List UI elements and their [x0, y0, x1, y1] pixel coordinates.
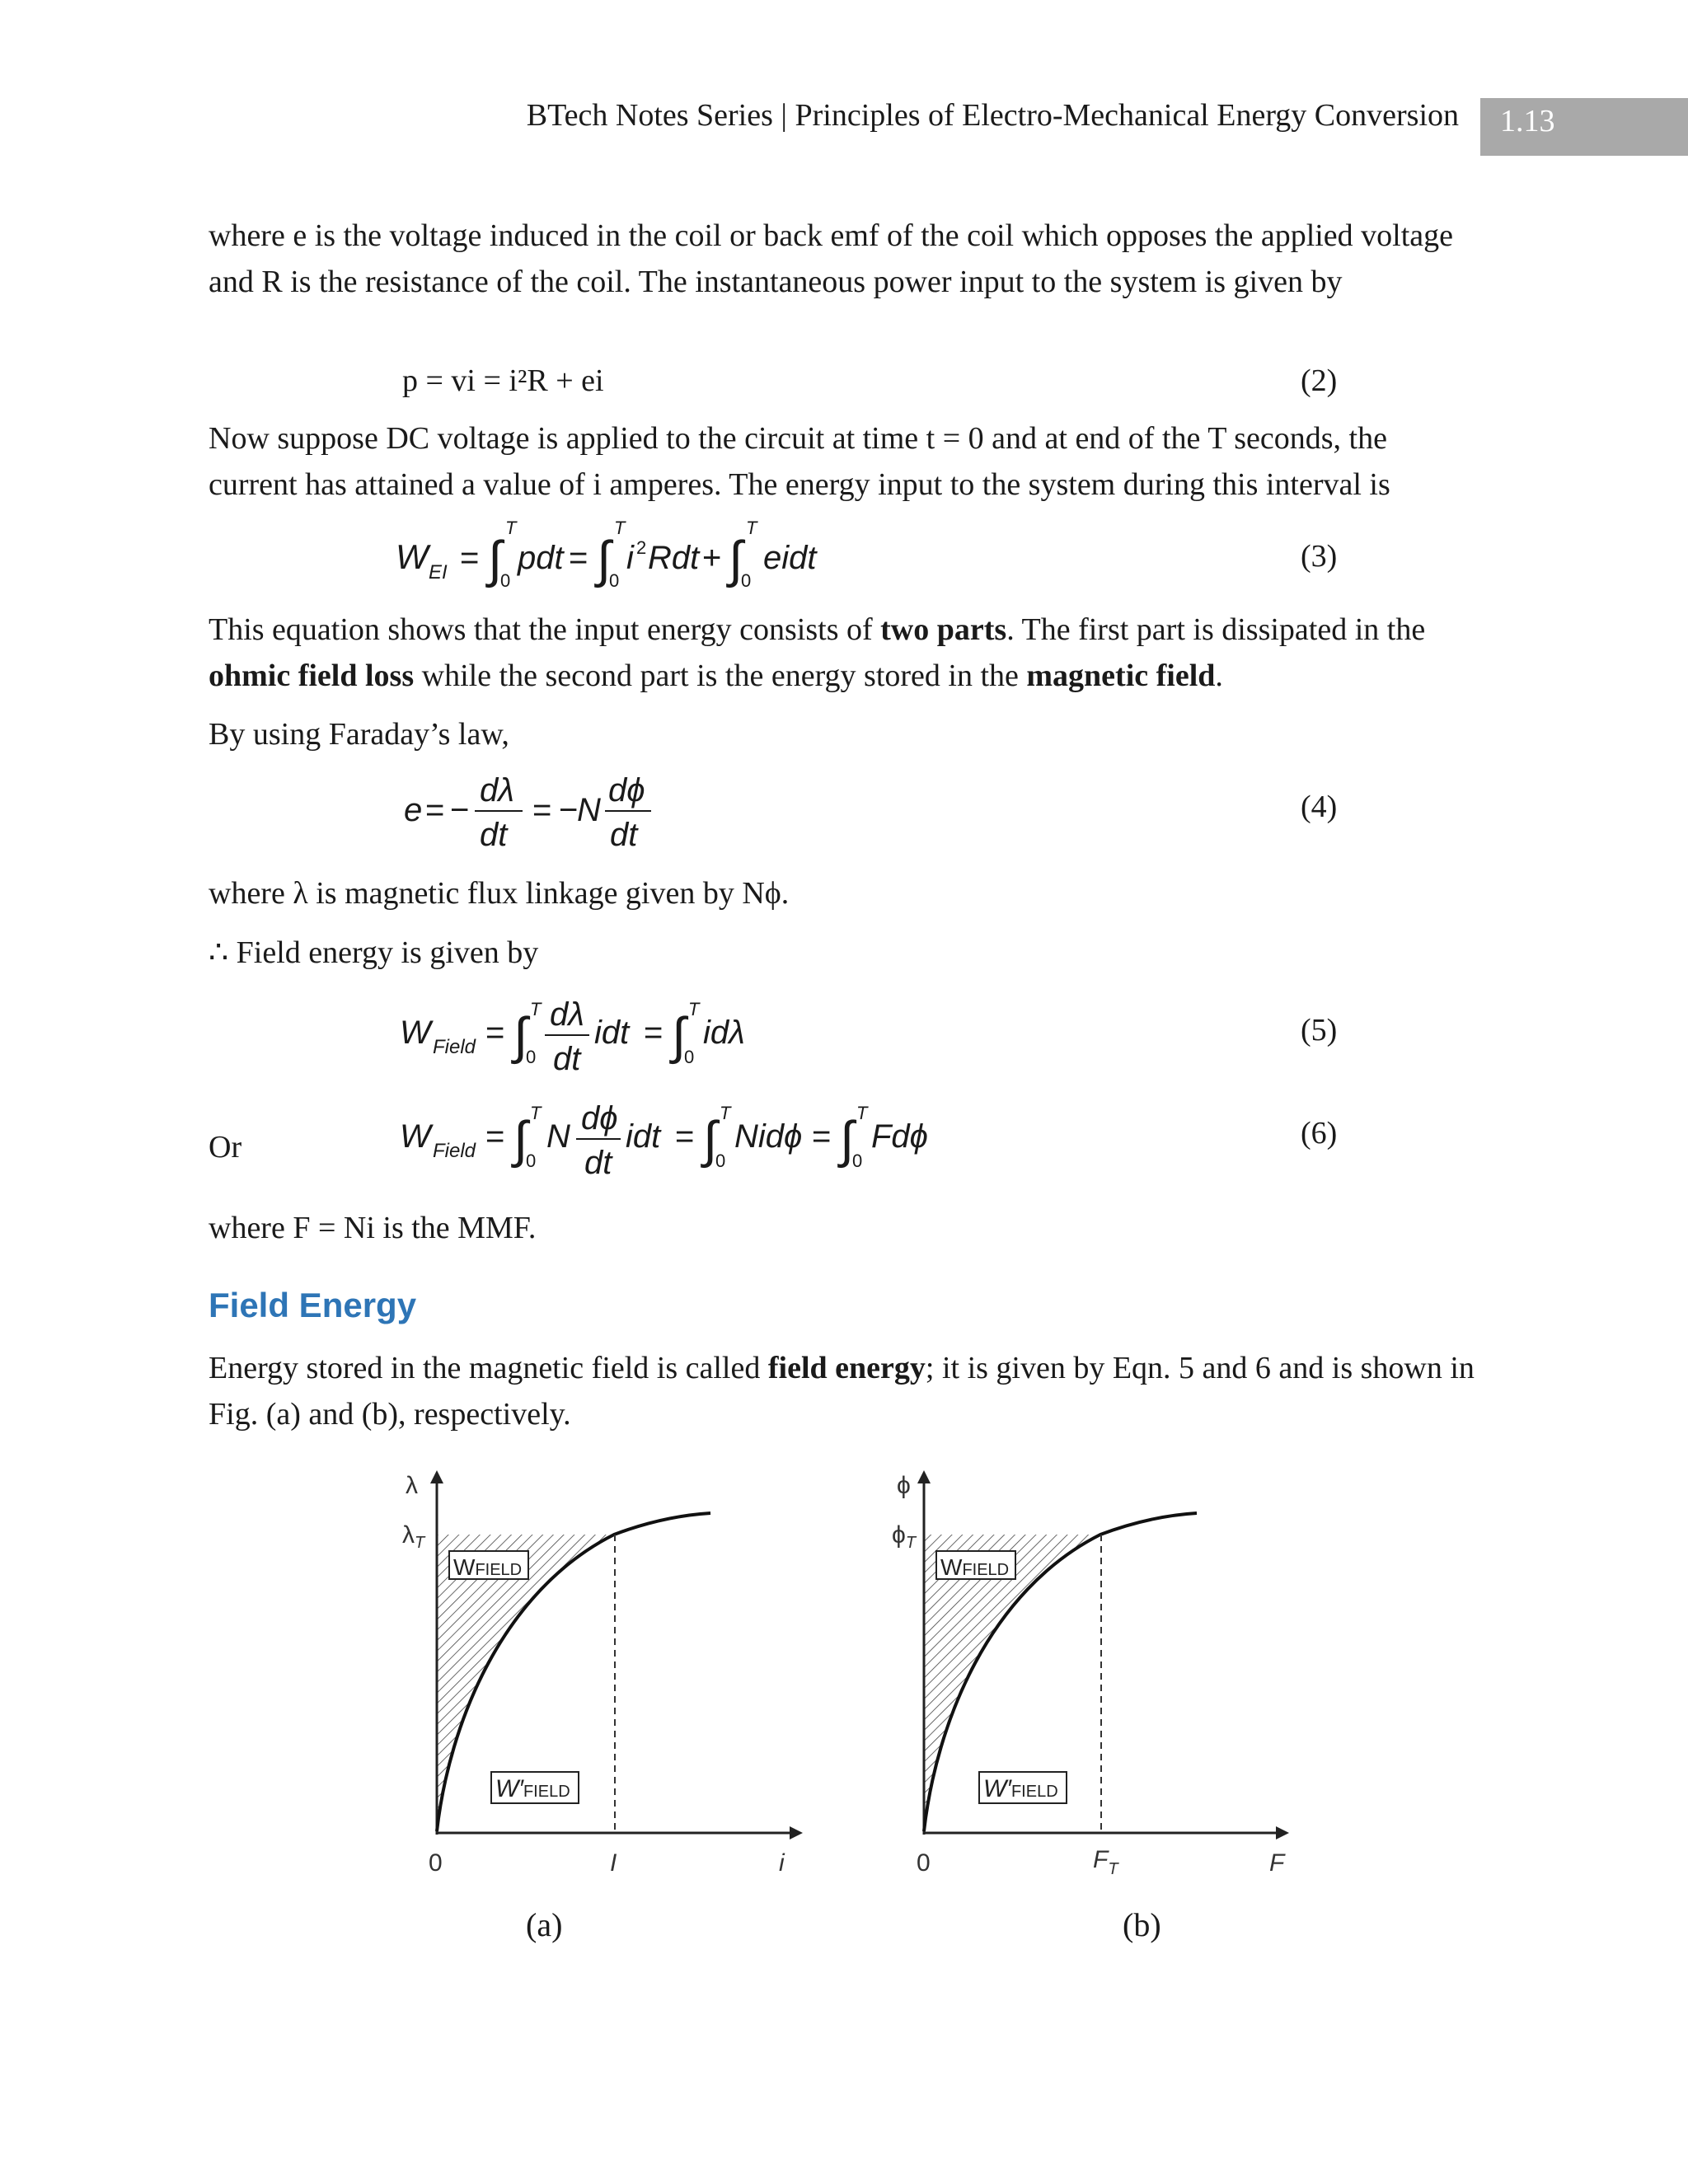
- text-run: ; it is given by Eqn. 5 and 6 and is shown in Fig. (a) and (b), respectively.: [209, 1351, 1475, 1432]
- paragraph-dc-voltage: Now suppose DC voltage is applied to the circuit at time t = 0 and at end of the T seconds, the current has attained a value of i amperes. The energy input to the system during this interval is: [209, 421, 1390, 502]
- svg-text:=: =: [485, 1015, 505, 1051]
- w-field-label-a: WFIELD: [453, 1554, 523, 1580]
- svg-text:∫: ∫: [513, 1112, 528, 1169]
- y-mark-label-b: $\phi_T$: [892, 1521, 917, 1552]
- svg-text:i: i: [626, 540, 634, 576]
- svg-text:N: N: [546, 1118, 570, 1155]
- text-run: . The first part is dissipated in the: [1006, 612, 1426, 647]
- equation-5-number: (5): [1301, 1013, 1338, 1047]
- svg-text:Nidϕ: Nidϕ: [734, 1118, 803, 1155]
- x-mark-label-a: I: [610, 1849, 617, 1877]
- w-coenergy-label-a: W′FIELD: [495, 1775, 570, 1802]
- bold-field-energy: field energy: [767, 1351, 926, 1385]
- y-arrow-b: [917, 1470, 931, 1483]
- svg-text:0: 0: [715, 1151, 726, 1171]
- svg-text:0: 0: [684, 1047, 695, 1067]
- svg-text:∫: ∫: [488, 532, 502, 588]
- svg-text:N: N: [577, 792, 601, 828]
- equation-4-number: (4): [1301, 790, 1338, 824]
- svg-text:dϕ: dϕ: [608, 772, 645, 808]
- svg-text:T: T: [530, 1103, 542, 1123]
- svg-text:0: 0: [500, 570, 511, 591]
- text-run: This equation shows that the input energy consists of: [209, 612, 881, 647]
- origin-label-b: 0: [917, 1849, 931, 1877]
- svg-text:=: =: [675, 1118, 695, 1155]
- svg-text:EI: EI: [429, 561, 448, 583]
- figure-a: [402, 1470, 803, 1877]
- svg-text:0: 0: [741, 570, 752, 591]
- svg-text:T: T: [746, 519, 757, 538]
- svg-text:eidt: eidt: [763, 540, 817, 576]
- running-header: BTech Notes Series | Principles of Electro-Mechanical Energy Conversion: [526, 98, 1459, 133]
- svg-text:Rdt: Rdt: [648, 540, 700, 576]
- svg-text:dλ: dλ: [480, 772, 514, 808]
- or-label: Or: [209, 1130, 242, 1165]
- x-arrow-a: [790, 1826, 803, 1840]
- text-run: while the second part is the energy stored in the: [414, 658, 1027, 693]
- section-heading: Field Energy: [209, 1286, 417, 1324]
- svg-text:T: T: [688, 999, 700, 1019]
- figure-a-caption: (a): [526, 1906, 563, 1943]
- svg-text:W: W: [400, 1015, 431, 1051]
- page-number: 1.13: [1480, 98, 1688, 156]
- svg-text:W: W: [396, 537, 429, 576]
- svg-text:dλ: dλ: [550, 996, 584, 1033]
- w-field-label-b: WFIELD: [940, 1554, 1010, 1580]
- svg-text:W: W: [400, 1118, 431, 1155]
- svg-text:=: =: [425, 792, 445, 828]
- svg-text:dt: dt: [480, 817, 508, 853]
- svg-text:+: +: [702, 540, 722, 576]
- svg-text:∫: ∫: [672, 1008, 686, 1065]
- svg-text:∫: ∫: [703, 1112, 717, 1169]
- svg-text:∫: ∫: [597, 532, 611, 588]
- x-axis-label-b: F: [1269, 1849, 1285, 1877]
- svg-text:−: −: [559, 792, 579, 828]
- y-arrow-a: [430, 1470, 443, 1483]
- equation-2: p = vi = i²R + ei: [402, 363, 604, 398]
- svg-text:0: 0: [609, 570, 620, 591]
- svg-text:0: 0: [852, 1151, 863, 1171]
- svg-text:idλ: idλ: [703, 1015, 745, 1051]
- svg-text:T: T: [856, 1103, 868, 1123]
- equation-3-number: (3): [1301, 539, 1338, 574]
- svg-text:=: =: [532, 792, 552, 828]
- svg-text:dt: dt: [610, 817, 638, 853]
- paragraph-back-emf: where e is the voltage induced in the coil or back emf of the coil which opposes the applied voltage and R is the resistance of the coil. The instantaneous power input to the system is given by: [209, 218, 1454, 299]
- y-mark-label-a: $\lambda_T$: [402, 1521, 425, 1552]
- figure-b: [892, 1470, 1289, 1878]
- svg-text:=: =: [485, 1118, 505, 1155]
- svg-text:−: −: [450, 792, 470, 828]
- svg-text:=: =: [569, 540, 588, 576]
- svg-text:dt: dt: [553, 1041, 581, 1077]
- paragraph-mmf: where F = Ni is the MMF.: [209, 1211, 537, 1245]
- bold-ohmic-field-loss: ohmic field loss: [209, 658, 415, 693]
- svg-text:T: T: [530, 999, 542, 1019]
- svg-text:T: T: [505, 519, 517, 538]
- y-axis-label-a: λ: [406, 1472, 418, 1499]
- paragraph-field-energy-given: ∴ Field energy is given by: [209, 935, 539, 970]
- figure-b-caption: (b): [1123, 1906, 1161, 1943]
- svg-text:∫: ∫: [840, 1112, 854, 1169]
- w-coenergy-label-b: W′FIELD: [983, 1775, 1058, 1802]
- paragraph-flux-linkage: where λ is magnetic flux linkage given by Nϕ.: [209, 876, 790, 911]
- x-axis-label-a: i: [779, 1849, 785, 1877]
- svg-text:=: =: [460, 540, 480, 576]
- equation-6-number: (6): [1301, 1116, 1338, 1151]
- svg-text:T: T: [614, 519, 626, 538]
- bold-magnetic-field: magnetic field: [1026, 658, 1216, 693]
- bold-two-parts: two parts: [880, 612, 1007, 647]
- svg-text:∫: ∫: [513, 1008, 528, 1065]
- x-mark-label-b: $F_T$: [1093, 1846, 1118, 1878]
- svg-text:=: =: [644, 1015, 663, 1051]
- equation-2-number: (2): [1301, 363, 1338, 398]
- svg-text:T: T: [720, 1103, 731, 1123]
- origin-label-a: 0: [429, 1849, 443, 1877]
- svg-text:=: =: [812, 1118, 832, 1155]
- svg-text:Field: Field: [433, 1036, 476, 1058]
- y-axis-label-b: ϕ: [897, 1472, 911, 1499]
- svg-text:0: 0: [526, 1151, 537, 1171]
- svg-text:e: e: [404, 792, 423, 828]
- text-run: .: [1215, 658, 1223, 693]
- svg-text:idt: idt: [594, 1015, 630, 1051]
- svg-text:2: 2: [636, 537, 647, 558]
- svg-text:dt: dt: [584, 1145, 612, 1181]
- x-arrow-b: [1276, 1826, 1289, 1840]
- text-run: Energy stored in the magnetic field is called: [209, 1351, 768, 1385]
- svg-text:Fdϕ: Fdϕ: [871, 1118, 928, 1155]
- svg-text:pdt: pdt: [518, 540, 564, 576]
- svg-text:idt: idt: [626, 1118, 661, 1155]
- svg-text:∫: ∫: [729, 532, 743, 588]
- svg-text:0: 0: [526, 1047, 537, 1067]
- paragraph-faraday: By using Faraday’s law,: [209, 717, 509, 752]
- svg-text:dϕ: dϕ: [581, 1100, 618, 1137]
- svg-text:Field: Field: [433, 1140, 476, 1162]
